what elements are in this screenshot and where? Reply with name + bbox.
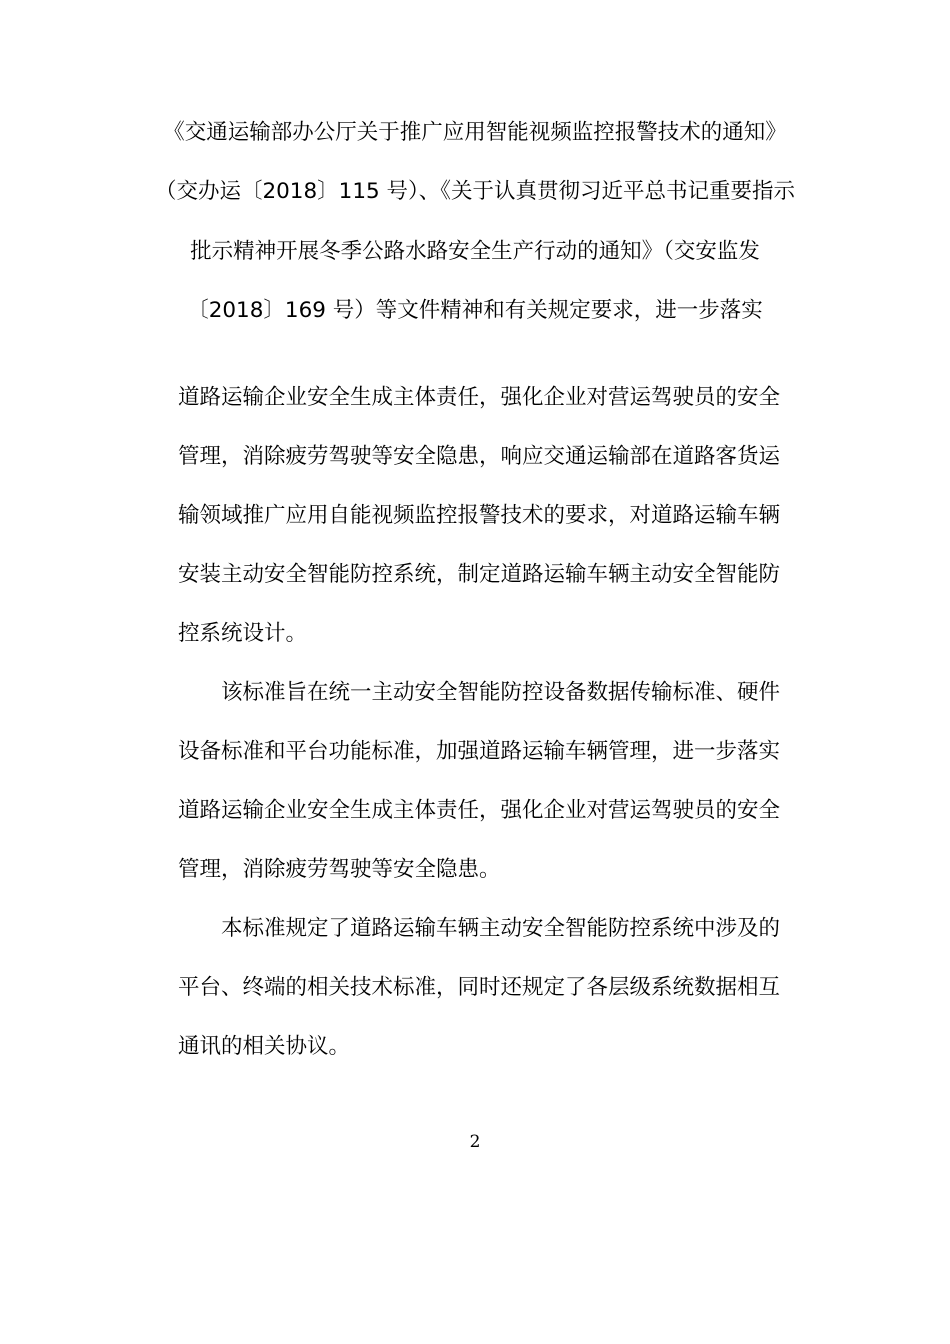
paragraph-2-line-1: 该标准旨在统一主动安全智能防控设备数据传输标准、硬件: [221, 680, 781, 705]
paragraph-2-line-4: 管理，消除疲劳驾驶等安全隐患。: [178, 857, 501, 882]
paragraph-3-line-1: 本标准规定了道路运输车辆主动安全智能防控系统中涉及的: [221, 916, 781, 941]
header-line-4: 〔2018〕169 号）等文件精神和有关规定要求，进一步落实: [187, 298, 763, 323]
paragraph-2-line-3: 道路运输企业安全生成主体责任，强化企业对营运驾驶员的安全: [178, 798, 781, 823]
paragraph-1-line-1: 道路运输企业安全生成主体责任，强化企业对营运驾驶员的安全: [178, 385, 781, 410]
paragraph-3-line-2: 平台、终端的相关技术标准，同时还规定了各层级系统数据相互: [178, 975, 781, 1000]
paragraph-1-line-4: 安装主动安全智能防控系统，制定道路运输车辆主动安全智能防: [178, 562, 781, 587]
paragraph-1-line-5: 控系统设计。: [178, 621, 308, 646]
paragraph-1-line-2: 管理，消除疲劳驾驶等安全隐患，响应交通运输部在道路客货运: [178, 444, 781, 469]
page-number: 2: [469, 1132, 481, 1152]
paragraph-1-line-3: 输领域推广应用自能视频监控报警技术的要求，对道路运输车辆: [178, 503, 781, 528]
header-line-1: 《交通运输部办公厅关于推广应用智能视频监控报警技术的通知》: [163, 120, 787, 145]
header-line-3: 批示精神开展冬季公路水路安全生产行动的通知》（交安监发: [190, 239, 760, 264]
header-line-2: （交办运〔2018〕115 号）、《关于认真贯彻习近平总书记重要指示: [154, 179, 796, 204]
paragraph-3-line-3: 通讯的相关协议。: [178, 1034, 351, 1059]
paragraph-2-line-2: 设备标准和平台功能标准，加强道路运输车辆管理，进一步落实: [178, 739, 781, 764]
